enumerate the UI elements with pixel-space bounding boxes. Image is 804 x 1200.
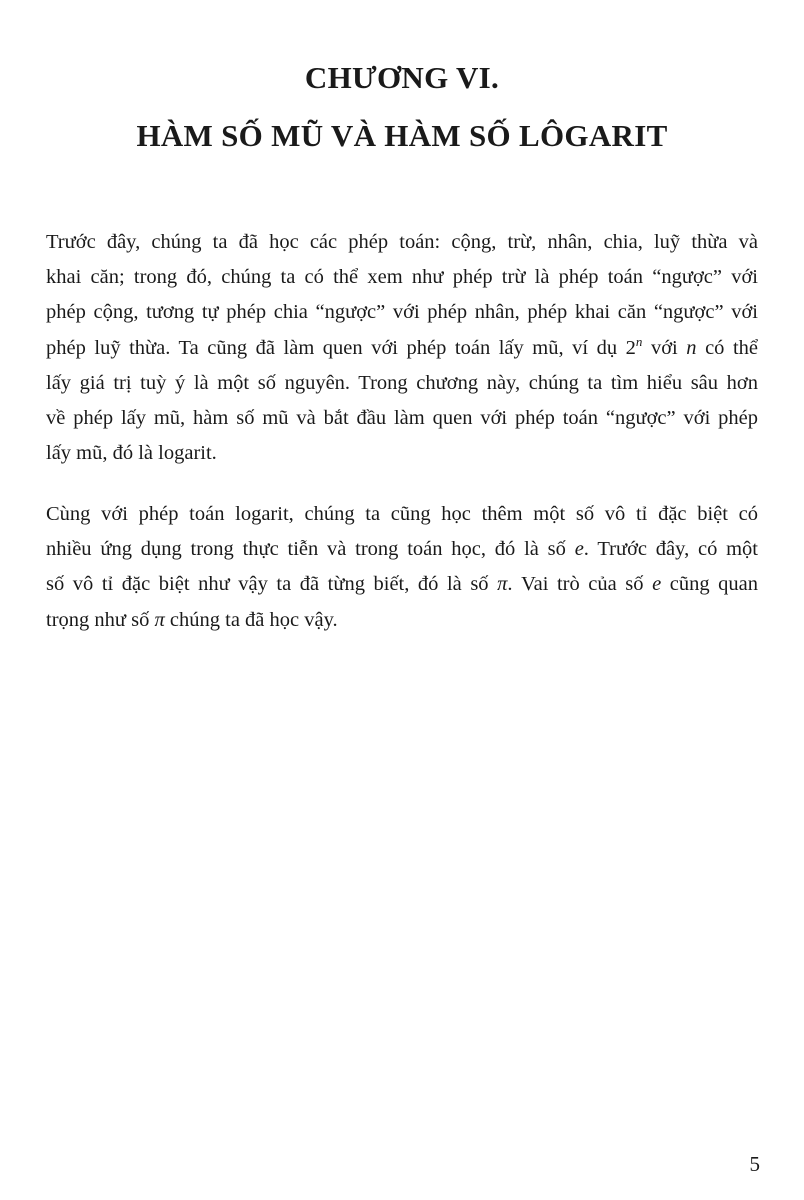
math-symbol-pi: π — [154, 608, 165, 631]
paragraph-line: Cùng với phép toán logarit, chúng ta cũng học thêm một số vô tỉ đặc biệt có — [46, 503, 758, 525]
text-fragment: có thể — [696, 336, 758, 359]
text-fragment: cũng quan — [661, 573, 758, 596]
text-fragment: phép luỹ thừa. Ta cũng đã làm quen với phép toán lấy mũ, ví dụ 2 — [46, 336, 636, 359]
text-fragment: trọng như số — [46, 608, 155, 631]
text-fragment: . Trước đây, có một — [583, 538, 758, 561]
paragraph-line: về phép lấy mũ, hàm số mũ và bắt đầu làm quen với phép toán “ngược” với phép — [46, 407, 758, 430]
paragraph-line: khai căn; trong đó, chúng ta có thể xem như phép trừ là phép toán “ngược” với — [46, 266, 758, 289]
math-variable-e: e — [574, 538, 584, 561]
text-fragment: nhiều ứng dụng trong thực tiễn và trong toán học, đó là số — [46, 538, 575, 561]
paragraph-line — [46, 331, 758, 366]
paragraph-line — [46, 567, 758, 602]
chapter-number-heading: CHƯƠNG VI. — [304, 60, 500, 95]
text-fragment: . Vai trò của số — [507, 573, 653, 596]
exponent-n: n — [635, 333, 643, 349]
page-number: 5 — [749, 1152, 760, 1176]
paragraph-line: lấy mũ, đó là logarit. — [46, 442, 217, 465]
text-fragment: chúng ta đã học vậy. — [164, 608, 338, 631]
math-variable-n: n — [686, 336, 697, 359]
text-fragment: với — [642, 336, 687, 359]
paragraph-line — [46, 603, 758, 638]
paragraph-line — [46, 532, 758, 567]
paragraph-line: Trước đây, chúng ta đã học các phép toán: cộng, trừ, nhân, chia, luỹ thừa và — [46, 231, 758, 253]
math-symbol-pi: π — [497, 573, 508, 596]
paragraph-line: phép cộng, tương tự phép chia “ngược” với phép nhân, phép khai căn “ngược” với — [46, 301, 758, 324]
math-variable-e: e — [652, 573, 662, 596]
paragraph-line: lấy giá trị tuỳ ý là một số nguyên. Trong chương này, chúng ta tìm hiểu sâu hơn — [46, 371, 758, 394]
chapter-title-heading: HÀM SỐ MŨ VÀ HÀM SỐ LÔGARIT — [136, 118, 668, 153]
intro-paragraph-1 — [46, 225, 758, 471]
text-fragment: số vô tỉ đặc biệt như vậy ta đã từng biết, đó là số — [46, 573, 498, 596]
intro-paragraph-2 — [46, 497, 758, 638]
